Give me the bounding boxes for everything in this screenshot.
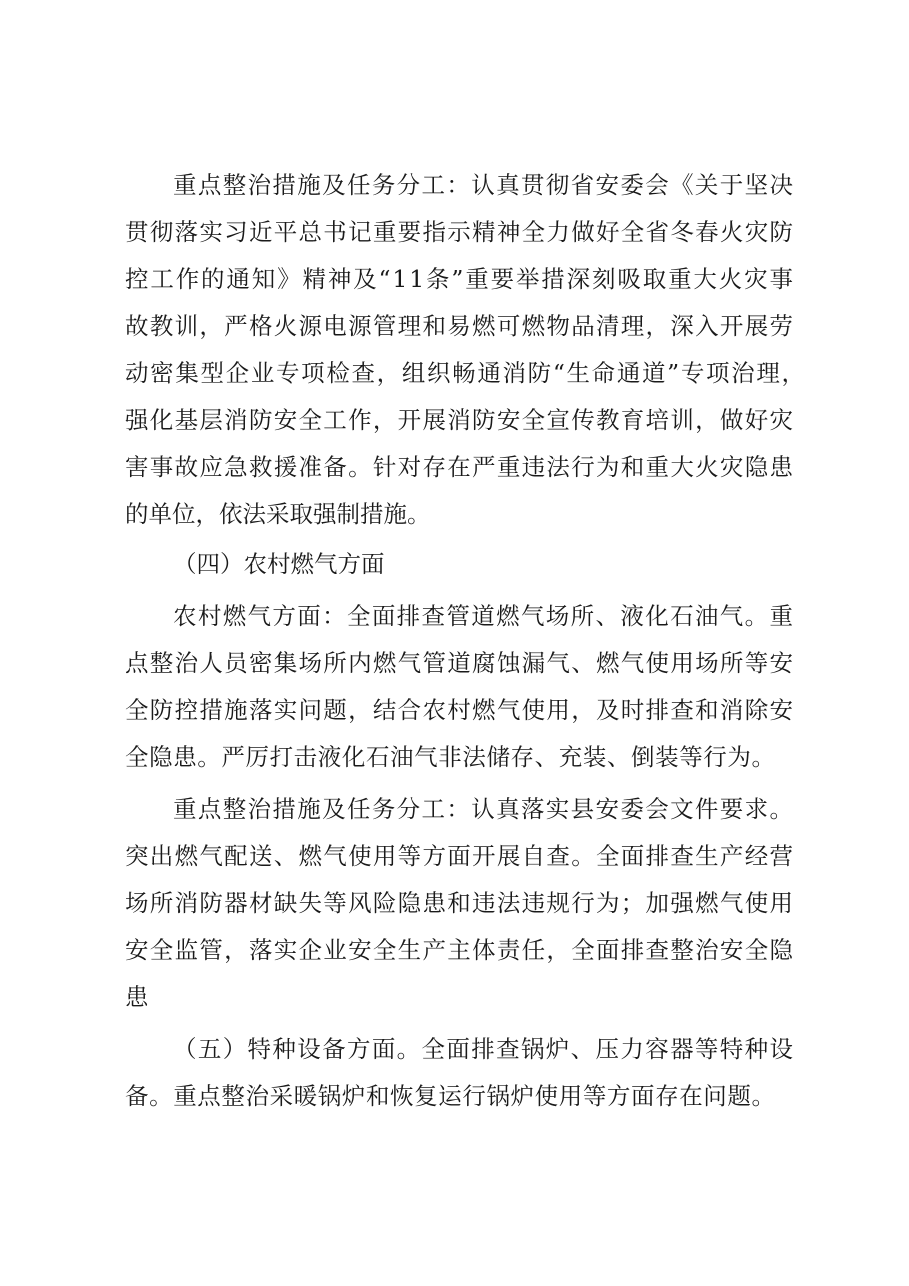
text-line-content: 突出燃气配送、燃气使用等方面开展自查。全面排查生产经营 (125, 842, 795, 870)
text-line (173, 163, 793, 207)
text-line-content: 备。重点整治采暖锅炉和恢复运行锅炉使用等方面存在问题。 (125, 1082, 776, 1110)
text-line-content: 贯彻落实习近平总书记重要指示精神全力做好全省冬春火灾防 (125, 218, 795, 246)
text-line (173, 1027, 793, 1071)
text-line-content: 的单位，依法采取强制措施。 (125, 500, 431, 528)
text-line-content: 全隐患。严厉打击液化石油气非法储存、充装、倒装等行为。 (125, 743, 776, 771)
text-line (125, 641, 793, 685)
text-line (173, 787, 793, 831)
text-line (125, 445, 793, 489)
text-line (125, 688, 793, 732)
text-line (125, 881, 793, 925)
text-line-content: 故教训，严格火源电源管理和易燃可燃物品清理，深入开展劳 (125, 312, 795, 340)
text-line (125, 210, 793, 254)
text-line-content: 重点整治措施及任务分工：认真落实县安委会文件要求。 (173, 795, 795, 823)
text-line (125, 304, 793, 348)
text-line-content: 患 (125, 983, 149, 1011)
text-line-content: 农村燃气方面：全面排查管道燃气场所、液化石油气。重 (173, 602, 795, 630)
section-heading-text: （四）农村燃气方面 (173, 550, 385, 578)
text-line-content: 重点整治措施及任务分工：认真贯彻省安委会《关于坚决 (173, 171, 795, 199)
text-line-content: 场所消防器材缺失等风险隐患和违法违规行为；加强燃气使用 (125, 889, 795, 917)
text-line (125, 398, 793, 442)
section-heading (173, 542, 793, 586)
text-line-content: 全防控措施落实问题，结合农村燃气使用，及时排查和消除安 (125, 696, 795, 724)
text-line-content: 控工作的通知》精神及“11条”重要举措深刻吸取重大火灾事 (125, 265, 795, 293)
text-line (125, 975, 793, 1019)
text-line (125, 834, 793, 878)
text-line (125, 351, 805, 395)
text-line-content: 强化基层消防安全工作，开展消防安全宣传教育培训，做好灾 (125, 406, 795, 434)
text-line (125, 1074, 775, 1118)
text-line-content: 安全监管，落实企业安全生产主体责任，全面排查整治安全隐 (125, 936, 795, 964)
text-line-content: 点整治人员密集场所内燃气管道腐蚀漏气、燃气使用场所等安 (125, 649, 795, 677)
text-line (125, 257, 793, 301)
text-line-content: 动密集型企业专项检查，组织畅通消防“生命通道”专项治理， (125, 359, 807, 387)
text-line (125, 492, 793, 536)
text-line (125, 735, 775, 779)
text-line-content: 害事故应急救援准备。针对存在严重违法行为和重大火灾隐患 (125, 453, 795, 481)
text-line (125, 928, 793, 972)
text-line (173, 594, 793, 638)
text-line-content: （五）特种设备方面。全面排查锅炉、压力容器等特种设 (173, 1035, 795, 1063)
